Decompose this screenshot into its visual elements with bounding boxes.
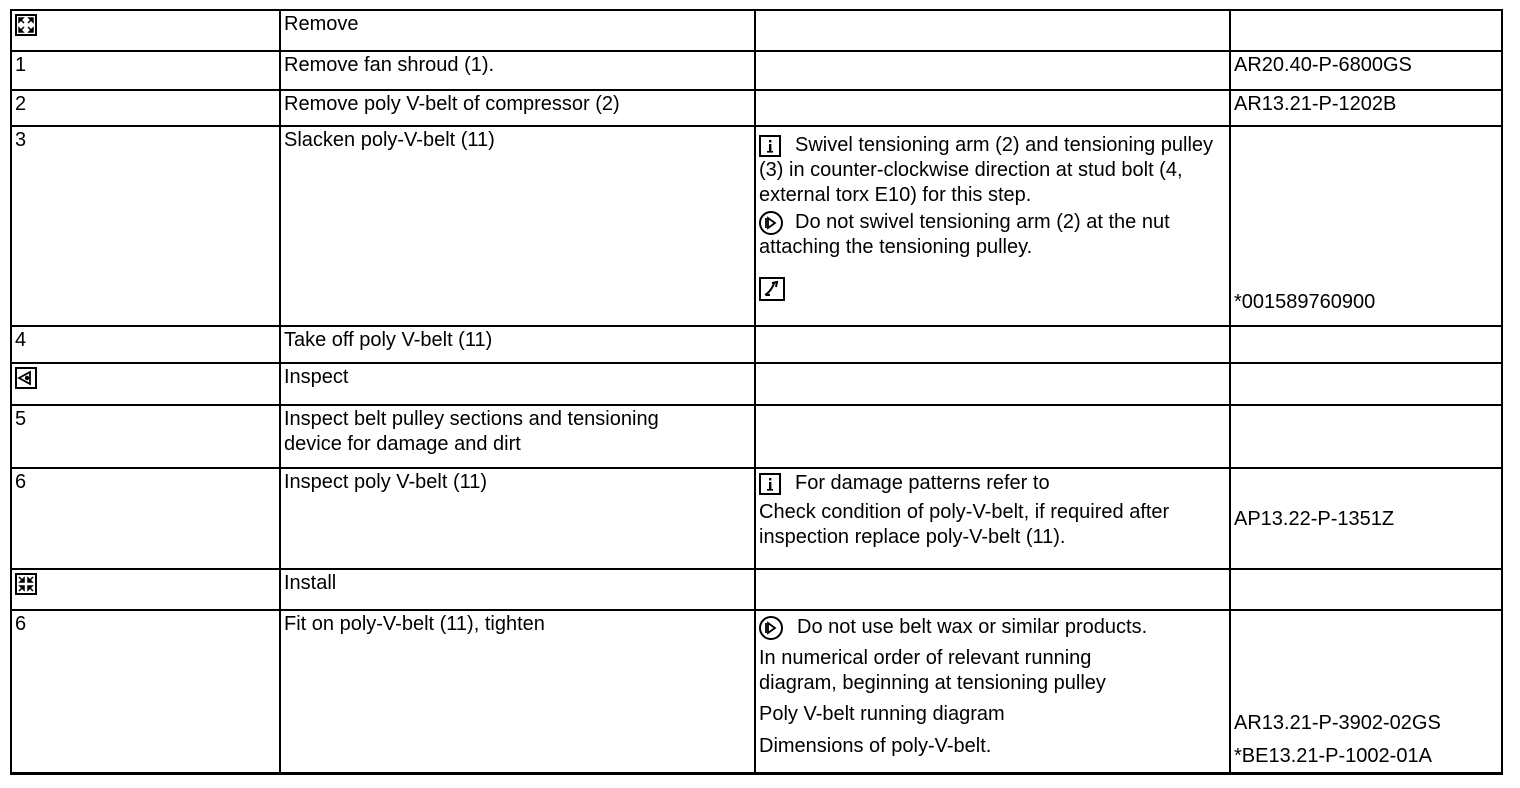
step-number: 5 [15,408,27,430]
ref-cell [1230,51,1502,90]
action-cell [280,569,755,610]
note-cell [755,10,1230,51]
step-cell [11,610,280,774]
table-row [11,90,1502,126]
step-action: Fit on poly-V-belt (11), tighten [284,613,545,635]
note-cell [755,569,1230,610]
reference-link[interactable]: AR13.21-P-1202B [1234,93,1397,115]
action-cell [280,468,755,569]
action-cell [280,610,755,774]
note-text: In numerical order of relevant running diagram, beginning at tensioning pulley [759,647,1106,694]
note-text: Check condition of poly-V-belt, if required after inspection replace poly-V-belt (11). [759,501,1170,548]
table-row [11,126,1502,326]
action-cell [280,363,755,405]
table-row-remove-section [11,10,1502,51]
step-action: Take off poly V-belt (11) [284,329,493,351]
step-cell [11,326,280,363]
ref-cell [1230,90,1502,126]
note-cell [755,468,1230,569]
step-cell [11,363,280,405]
info-note [759,471,1226,496]
ref-cell [1230,468,1502,569]
diagram-reference-link[interactable]: AR13.21-P-3902-02GS [1234,712,1441,734]
step-cell [11,90,280,126]
section-label: Inspect [284,366,349,388]
ref-cell [1230,569,1502,610]
table-row [11,405,1502,468]
ref-cell [1230,610,1502,774]
procedure-table [10,9,1503,775]
step-number: 6 [15,613,27,635]
step-number: 4 [15,329,27,351]
remove-arrows-icon [15,14,37,36]
dimensions-note: Dimensions of poly-V-belt. [759,735,992,757]
special-tool-icon [759,277,785,301]
info-note [759,133,1226,208]
step-cell [11,10,280,51]
table-row [11,326,1502,363]
reference-link[interactable]: AR20.40-P-6800GS [1234,54,1412,76]
reference-link[interactable]: AP13.22-P-1351Z [1234,508,1395,530]
note-cell [755,610,1230,774]
step-action: Slacken poly-V-belt (11) [284,129,495,151]
info-icon [759,135,781,157]
step-cell [11,51,280,90]
step-number: 6 [15,471,27,493]
warning-note [759,615,1226,640]
info-icon [759,473,781,495]
diagram-note: Poly V-belt running diagram [759,703,1005,725]
step-action: Remove fan shroud (1). [284,54,495,76]
ref-cell [1230,363,1502,405]
warning-note [759,210,1226,260]
ref-cell [1230,405,1502,468]
ref-cell [1230,10,1502,51]
action-cell [280,10,755,51]
note-cell [755,326,1230,363]
note-cell [755,51,1230,90]
action-cell [280,90,755,126]
info-note-text: Swivel tensioning arm (2) and tensioning pulley (3) in counter-clockwise direction at stud bolt (4, external torx E10) for this step. [759,134,1214,206]
step-action: Inspect poly V-belt (11) [284,471,488,493]
warning-note-text: Do not use belt wax or similar products. [797,616,1148,638]
note-cell [755,363,1230,405]
action-cell [280,51,755,90]
action-cell [280,326,755,363]
inspect-icon [15,367,37,389]
ref-cell [1230,326,1502,363]
ref-cell [1230,126,1502,326]
step-cell [11,569,280,610]
warning-note-text: Do not swivel tensioning arm (2) at the nut attaching the tensioning pulley. [759,211,1170,258]
table-row [11,468,1502,569]
note-cell [755,405,1230,468]
action-cell [280,126,755,326]
warning-icon [759,211,783,235]
tool-number-link[interactable]: *001589760900 [1234,291,1376,313]
step-number: 2 [15,93,27,115]
warning-icon [759,616,783,640]
step-number: 3 [15,129,27,151]
table-row [11,610,1502,774]
section-label: Install [284,572,337,594]
step-action: Remove poly V-belt of compressor (2) [284,93,620,115]
note-cell [755,126,1230,326]
note-cell [755,90,1230,126]
step-cell [11,468,280,569]
step-cell [11,405,280,468]
section-label: Remove [284,13,359,35]
install-arrows-icon [15,573,37,595]
table-row [11,51,1502,90]
tool-note [759,276,1226,301]
action-cell [280,405,755,468]
step-cell [11,126,280,326]
table-row-install-section [11,569,1502,610]
step-number: 1 [15,54,27,76]
info-note-text: For damage patterns refer to [795,472,1050,494]
step-action: Inspect belt pulley sections and tensioning device for damage and dirt [284,408,659,455]
bottom-rule [10,772,1501,775]
dimensions-reference-link[interactable]: *BE13.21-P-1002-01A [1234,745,1432,767]
table-row-inspect-section [11,363,1502,405]
